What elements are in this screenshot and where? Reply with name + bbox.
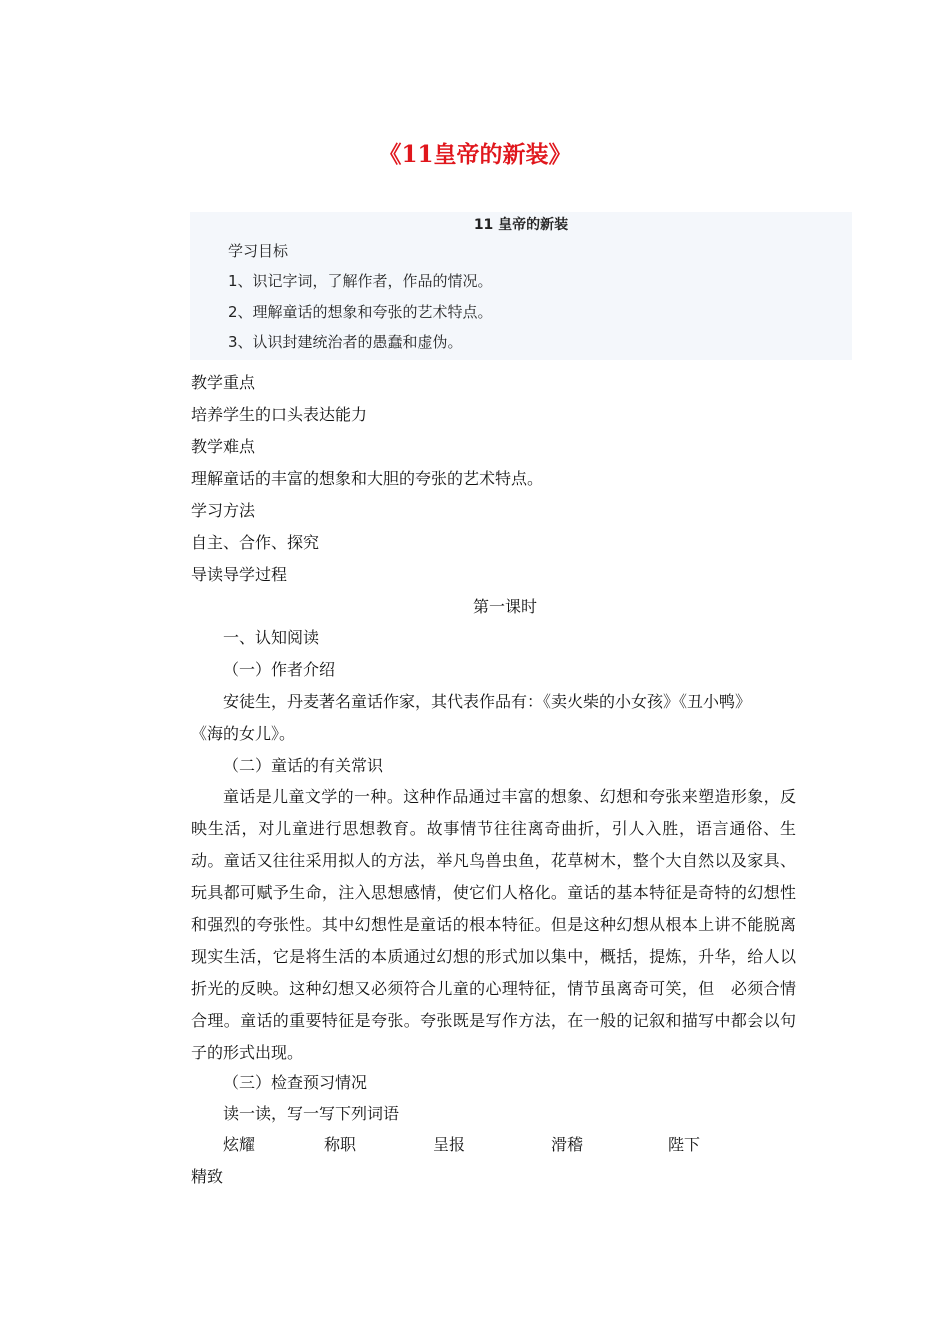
- lesson-period: 第一课时: [472, 597, 537, 616]
- image-title: 11 皇帝的新装: [473, 217, 569, 233]
- author-section-heading: （一）作者介绍: [223, 660, 336, 679]
- learning-goal-2: 2、理解童话的想象和夸张的艺术特点。: [228, 303, 493, 321]
- exercise-instruction: 读一读，写一写下列词语: [223, 1104, 400, 1123]
- learning-goals-heading: 学习目标: [228, 242, 289, 260]
- document-title: 《11皇帝的新装》: [378, 141, 572, 168]
- learning-goal-1: 1、识记字词，了解作者，作品的情况。: [228, 272, 493, 290]
- fairy-tale-section-heading: （二）童话的有关常识: [223, 756, 384, 775]
- difficulty-text: 理解童话的丰富的想象和大胆的夸张的艺术特点。: [191, 469, 544, 488]
- fairy-tale-paragraph: 童话是儿童文学的一种。这种作品通过丰富的想象、幻想和夸张来塑造形象，反映生活，对儿童进行思想教育。故事情节往往离奇曲折，引人入胜，语言通俗、生动。童话又往往采用拟人的方法，举凡鸟兽虫鱼，花草树木，整个大自然以及家具、玩具都可赋予生命，注入思想感情，使它们人格化。童话的基本特征是奇特的幻想性和强烈的夸张性。其中幻想性是童话的根本特征。但是这种幻想从根本上讲不能脱离现实生活，它是将生活的本质通过幻想的形式加以集中，概括，提炼，升华，给人以折光的反映。这种幻想又必须符合儿童的心理特征，情节虽离奇可笑，但 必须合情合理。童话的重要特征是夸张。夸张既是写作方法，在一般的记叙和描写中都会以句子的形式出现。: [191, 787, 796, 1062]
- part-1-heading: 一、认知阅读: [223, 628, 320, 647]
- method-text: 自主、合作、探究: [191, 533, 320, 552]
- learning-goals-image: [190, 212, 852, 360]
- vocab-word: 称职: [324, 1135, 357, 1154]
- method-label: 学习方法: [191, 501, 256, 520]
- author-intro-line-1: 安徒生，丹麦著名童话作家，其代表作品有：《卖火柴的小女孩》《丑小鸭》: [223, 692, 752, 711]
- vocab-word: 滑稽: [551, 1135, 584, 1154]
- process-label: 导读导学过程: [191, 565, 288, 584]
- vocab-word: 炫耀: [223, 1135, 256, 1154]
- vocab-word: 精致: [191, 1167, 224, 1186]
- vocab-word: 陛下: [668, 1135, 701, 1154]
- difficulty-label: 教学难点: [191, 437, 256, 456]
- vocab-word: 呈报: [433, 1135, 466, 1154]
- key-point-text: 培养学生的口头表达能力: [191, 405, 368, 424]
- key-point-label: 教学重点: [191, 373, 256, 392]
- author-intro-line-2: 《海的女儿》。: [191, 724, 296, 743]
- preview-check-heading: （三）检查预习情况: [223, 1073, 368, 1092]
- learning-goal-3: 3、认识封建统治者的愚蠢和虚伪。: [228, 333, 463, 351]
